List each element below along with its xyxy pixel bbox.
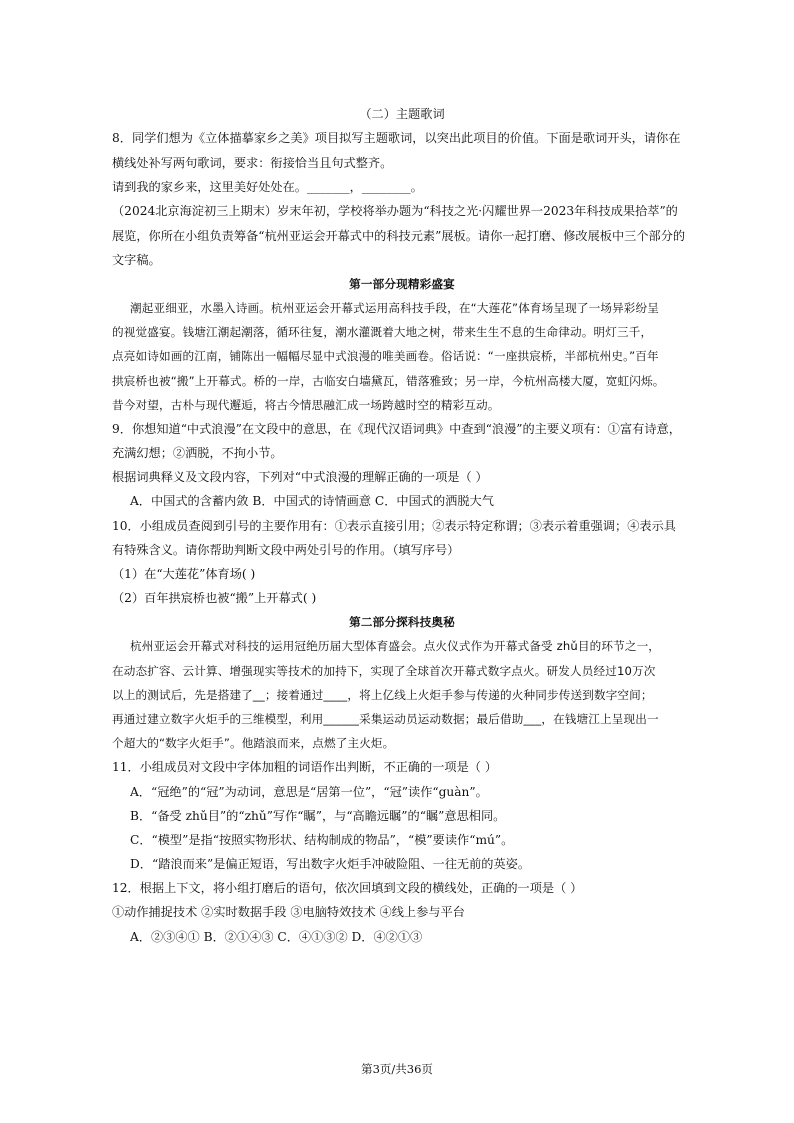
part-1-line-3: 点亮如诗如画的江南，铺陈出一幅幅尽显中式浪漫的唯美画卷。俗话说：“一座拱宸桥，半部杭州史。”百年 [112,349,659,363]
question-8-line-3: 请到我的家乡来，这里美好处处在。_______，________。 [112,180,423,194]
intro-line-3: 文字稿。 [112,253,161,267]
question-8-line-1: 8．同学们想为《立体描摹家乡之美》项目拟写主题歌词，以突出此项目的价值。下面是歌词开头，请你在 [112,131,681,145]
question-12-items: ①动作捕捉技术 ②实时数据手段 ③电脑特效技术 ④线上参与平台 [112,905,465,919]
section-title: （二）主题歌词 [359,107,445,121]
part-2-line-3: 以上的测试后，先是搭建了__；接着通过____，将上亿线上火炬手参与传递的火种同步传送到数字空间； [112,688,653,702]
part-1-title: 第一部分现精彩盛宴 [349,277,455,291]
part-1-line-4: 拱宸桥也被“搬”上开幕式。桥的一岸，古临安白墙黛瓦，错落雅致；另一岸，今杭州高楼大厦，宽虹闪烁。 [112,374,665,388]
question-9-line-3: 根据词典释义及文段内容，下列对“中式浪漫的理解正确的一项是（ ） [112,470,488,484]
question-11-option-c: C．“模型”是指“按照实物形状、结构制成的物品”，“模”要读作“mú”。 [130,833,514,847]
question-11-option-b: B．“备受 zhǔ目”的“zhǔ”写作“瞩”，与“高瞻远瞩”的“瞩”意思相同。 [130,809,506,823]
question-12-stem: 12．根据上下文，将小组打磨后的语句，依次回填到文段的横线处，正确的一项是（ ） [112,881,583,895]
question-9-options: A．中国式的含蓄内敛 B．中国式的诗情画意 C．中国式的洒脱大气 [130,494,494,508]
question-10-line-2: 有特殊含义。请你帮助判断文段中两处引号的作用。（填写序号） [112,543,460,557]
part-1-line-2: 的视觉盛宴。钱塘江潮起潮落，循环往复，潮水灌溉着大地之树，带来生生不息的生命律动。明灯三千， [112,325,653,339]
question-10-sub-1: （1）在“大莲花”体育场( ) [112,567,256,581]
page-number-footer: 第3页/共36页 [361,1062,433,1076]
question-8-line-2: 横线处补写两句歌词，要求：衔接恰当且句式整齐。 [112,156,393,170]
question-9-line-1: 9．你想知道“中式浪漫”在文段中的意思，在《现代汉语词典》中查到“浪漫”的主要义项有：①富有诗意， [112,422,681,436]
part-1-line-1: 潮起亚细亚，水墨入诗画。杭州亚运会开幕式运用高科技手段，在“大莲花”体育场呈现了一场异彩纷呈 [130,301,660,315]
part-2-line-2: 在动态扩容、云计算、增强现实等技术的加持下，实现了全球首次开幕式数字点火。研发人员经过10万次 [112,664,656,678]
intro-line-2: 展览，你所在小组负责筹备“杭州亚运会开幕式中的科技元素”展板。请你一起打磨、修改展板中三个部分的 [112,229,686,243]
part-2-line-5: 个超大的“数字火炬手”。他踏浪而来，点燃了主火炬。 [112,736,395,750]
part-1-line-5: 昔今对望，古朴与现代邂逅，将古今情思融汇成一场跨越时空的精彩互动。 [112,398,500,412]
question-9-line-2: 充满幻想；②洒脱，不拘小节。 [112,446,283,460]
intro-line-1: （2024北京海淀初三上期末）岁末年初，学校将举办题为“科技之光·闪耀世界一2023年科技成果拾萃”的 [112,204,678,218]
question-10-sub-2: （2）百年拱宸桥也被“搬”上开幕式( ) [112,591,317,605]
question-10-line-1: 10．小组成员查阅到引号的主要作用有：①表示直接引用；②表示特定称谓；③表示着重强调；④表示具 [112,519,676,533]
part-2-title: 第二部分探科技奥秘 [349,615,455,629]
part-2-line-1: 杭州亚运会开幕式对科技的运用冠绝历届大型体育盛会。点火仪式作为开幕式备受 zhǔ目的环节之一， [130,639,661,653]
part-2-line-4: 再通过建立数字火炬手的三维模型，利用______采集运动员运动数据；最后借助___，在钱塘江上呈现出一 [112,712,659,726]
question-11-option-d: D．“踏浪而来”是偏正短语，写出数字火炬手冲破险阻、一往无前的英姿。 [130,857,531,871]
question-12-options: A．②③④① B．②①④③ C．④①③② D．④②①③ [130,930,423,944]
question-11-stem: 11．小组成员对文段中字体加粗的词语作出判断，不正确的一项是（ ） [112,760,498,774]
question-11-option-a: A．“冠绝”的“冠”为动词，意思是“居第一位”，“冠”读作“guàn”。 [130,785,488,799]
